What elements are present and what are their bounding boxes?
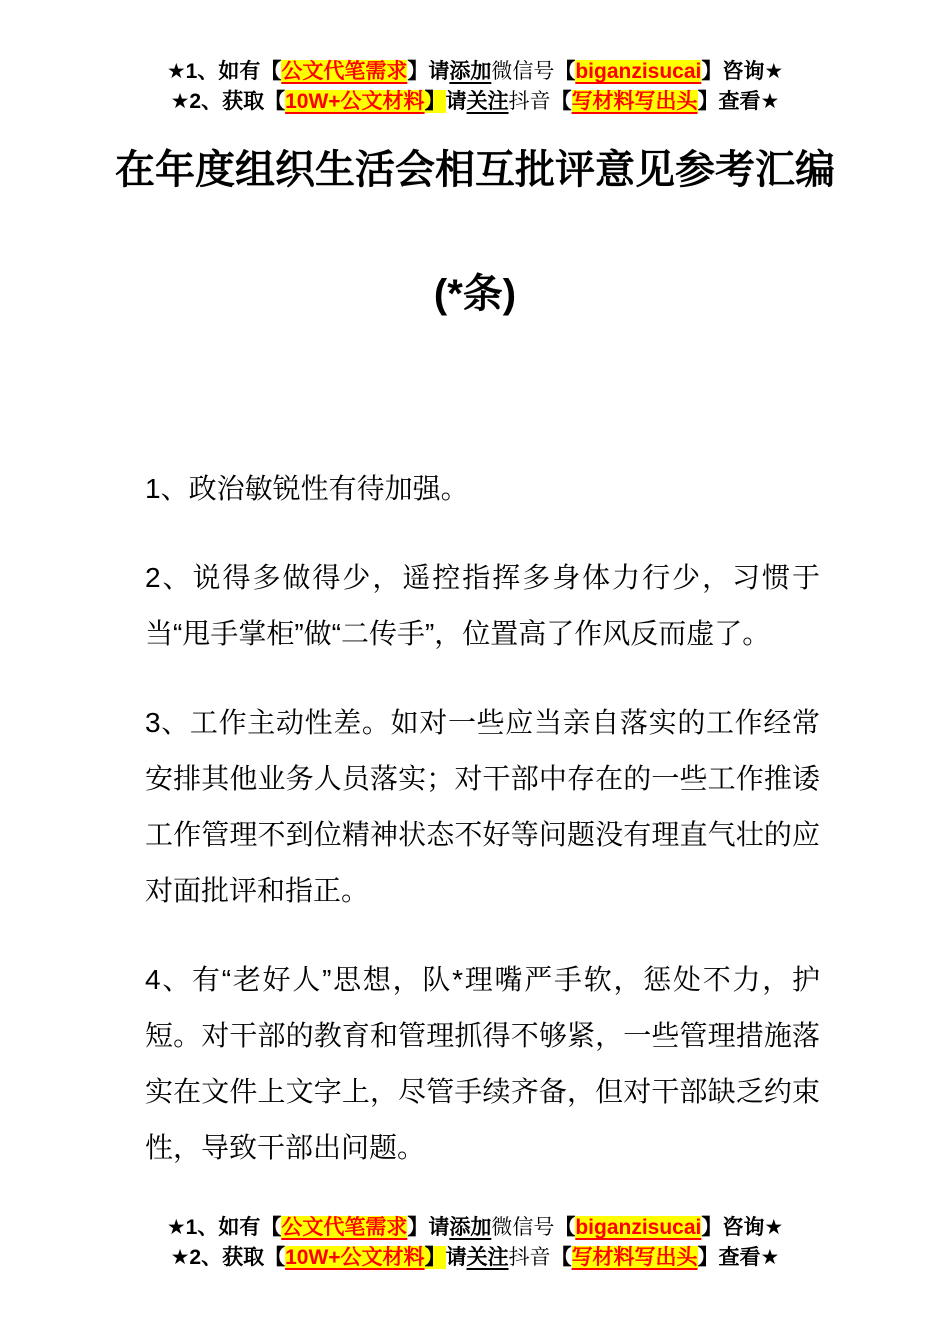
paragraph: 4、有“老好人”思想，队*理嘴严手软，惩处不力，护短。对干部的教育和管理抓得不够紧，一些管理措施落实在文件上文字上，尽管手续齐备，但对干部缺乏约束性，导致干部出问题。 — [145, 964, 820, 1163]
promo-segment: 公文代笔需求 — [281, 60, 408, 83]
promo-segment: 写材料写出头 — [571, 1246, 698, 1269]
promo-segment: 抖音 — [508, 90, 551, 113]
promo-segment: 】咨询★ — [701, 1216, 784, 1239]
promo-segment: ★2、获取【 — [170, 90, 286, 113]
promo-segment: 公文代笔需求 — [281, 1216, 408, 1239]
promo-segment: 抖音 — [508, 1246, 551, 1269]
promo-segment: biganzisucai — [575, 60, 702, 83]
promo-segment: 请 — [445, 90, 467, 113]
promo-segment: ★1、如有【 — [166, 60, 282, 83]
promo-segment: biganzisucai — [575, 1216, 702, 1239]
promo-segment: 】 — [424, 90, 446, 113]
promo-segment: 写材料写出头 — [571, 90, 698, 113]
promo-segment: 【 — [554, 1216, 576, 1239]
document-body — [145, 461, 820, 1176]
promo-segment: ★1、如有【 — [166, 1216, 282, 1239]
promo-bottom-line-1 — [0, 1213, 950, 1243]
promo-segment: 微信号 — [491, 60, 555, 83]
promo-segment: 【 — [550, 90, 572, 113]
paragraph: 3、工作主动性差。如对一些应当亲自落实的工作经常安排其他业务人员落实；对干部中存在的一些工作推诿工作管理不到位精神状态不好等问题没有理直气壮的应对面批评和指正。 — [145, 707, 820, 906]
promo-banner-top — [0, 0, 950, 117]
promo-top-line-1 — [0, 57, 950, 87]
promo-segment: 10W+公文材料 — [285, 1246, 425, 1269]
page-subtitle: (*条) — [433, 272, 517, 316]
promo-segment: 微信号 — [491, 1216, 555, 1239]
promo-segment: ★2、获取【 — [170, 1246, 286, 1269]
promo-segment: 】 — [424, 1246, 446, 1269]
promo-top-line-2 — [0, 87, 950, 117]
promo-segment: 】查看★ — [697, 90, 780, 113]
promo-segment: 10W+公文材料 — [285, 90, 425, 113]
promo-segment: 】请 — [407, 60, 450, 83]
promo-segment: 关注 — [466, 90, 509, 113]
promo-segment: 关注 — [466, 1246, 509, 1269]
paragraph: 1、政治敏锐性有待加强。 — [145, 473, 469, 504]
promo-segment: 【 — [550, 1246, 572, 1269]
promo-segment: 】请 — [407, 1216, 450, 1239]
promo-segment: 【 — [554, 60, 576, 83]
promo-segment: 】查看★ — [697, 1246, 780, 1269]
promo-banner-bottom — [0, 1213, 950, 1273]
page-title: 在年度组织生活会相互批评意见参考汇编 — [115, 148, 835, 192]
promo-segment: 添加 — [449, 1216, 492, 1239]
promo-bottom-line-2 — [0, 1243, 950, 1273]
promo-segment: 请 — [445, 1246, 467, 1269]
paragraph: 2、说得多做得少，遥控指挥多身体力行少，习惯于当“甩手掌柜”做“二传手”，位置高了作风反而虚了。 — [145, 562, 820, 649]
promo-segment: 添加 — [449, 60, 492, 83]
promo-segment: 】咨询★ — [701, 60, 784, 83]
